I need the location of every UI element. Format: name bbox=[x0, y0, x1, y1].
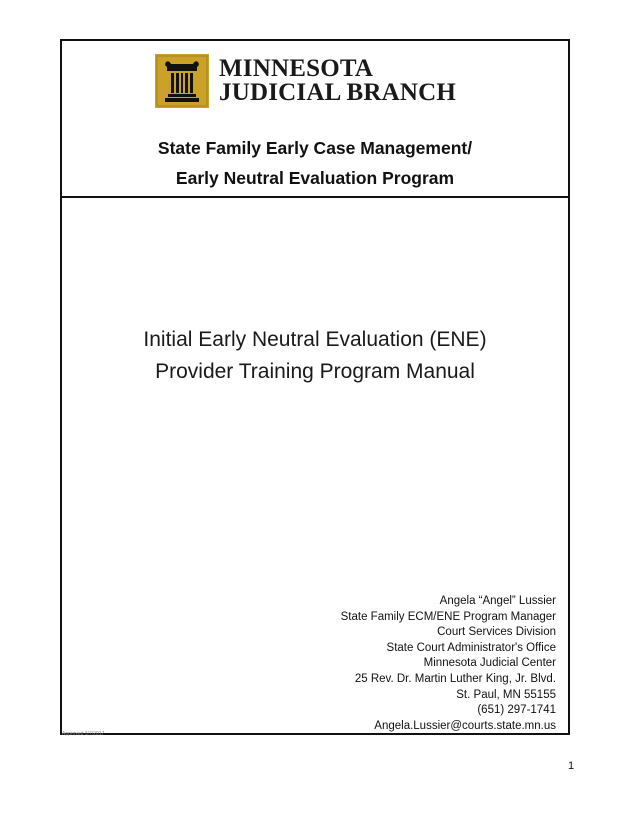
manual-title-line-1: Initial Early Neutral Evaluation (ENE) bbox=[143, 328, 487, 351]
contact-division: Court Services Division bbox=[437, 626, 556, 639]
contact-city: St. Paul, MN 55155 bbox=[456, 688, 556, 701]
branch-logo bbox=[155, 54, 456, 108]
program-title bbox=[62, 133, 568, 193]
manual-title bbox=[62, 324, 568, 388]
program-title-line-1: State Family Early Case Management/ bbox=[157, 138, 473, 158]
contact-building: Minnesota Judicial Center bbox=[423, 657, 556, 670]
contact-position: State Family ECM/ENE Program Manager bbox=[340, 610, 556, 623]
cover-frame bbox=[60, 39, 570, 735]
contact-email[interactable]: Angela.Lussier@courts.state.mn.us bbox=[374, 719, 556, 732]
page-number: 1 bbox=[568, 760, 575, 772]
contact-name: Angela “Angel” Lussier bbox=[439, 595, 556, 607]
pillar-emblem-icon bbox=[155, 54, 209, 108]
contact-phone: (651) 297-1741 bbox=[477, 704, 556, 717]
approved-date: Approved 3/7/2017 bbox=[62, 731, 105, 737]
contact-office: State Court Administrator's Office bbox=[386, 641, 556, 654]
contact-block bbox=[341, 594, 556, 734]
logo-line-2: JUDICIAL BRANCH bbox=[219, 79, 457, 106]
logo-line-1: MINNESOTA bbox=[219, 55, 374, 82]
contact-street: 25 Rev. Dr. Martin Luther King, Jr. Blvd. bbox=[354, 672, 556, 685]
header-box bbox=[62, 41, 568, 198]
manual-title-line-2: Provider Training Program Manual bbox=[155, 360, 475, 383]
program-title-line-2: Early Neutral Evaluation Program bbox=[175, 168, 455, 188]
logo-wordmark bbox=[219, 57, 456, 105]
